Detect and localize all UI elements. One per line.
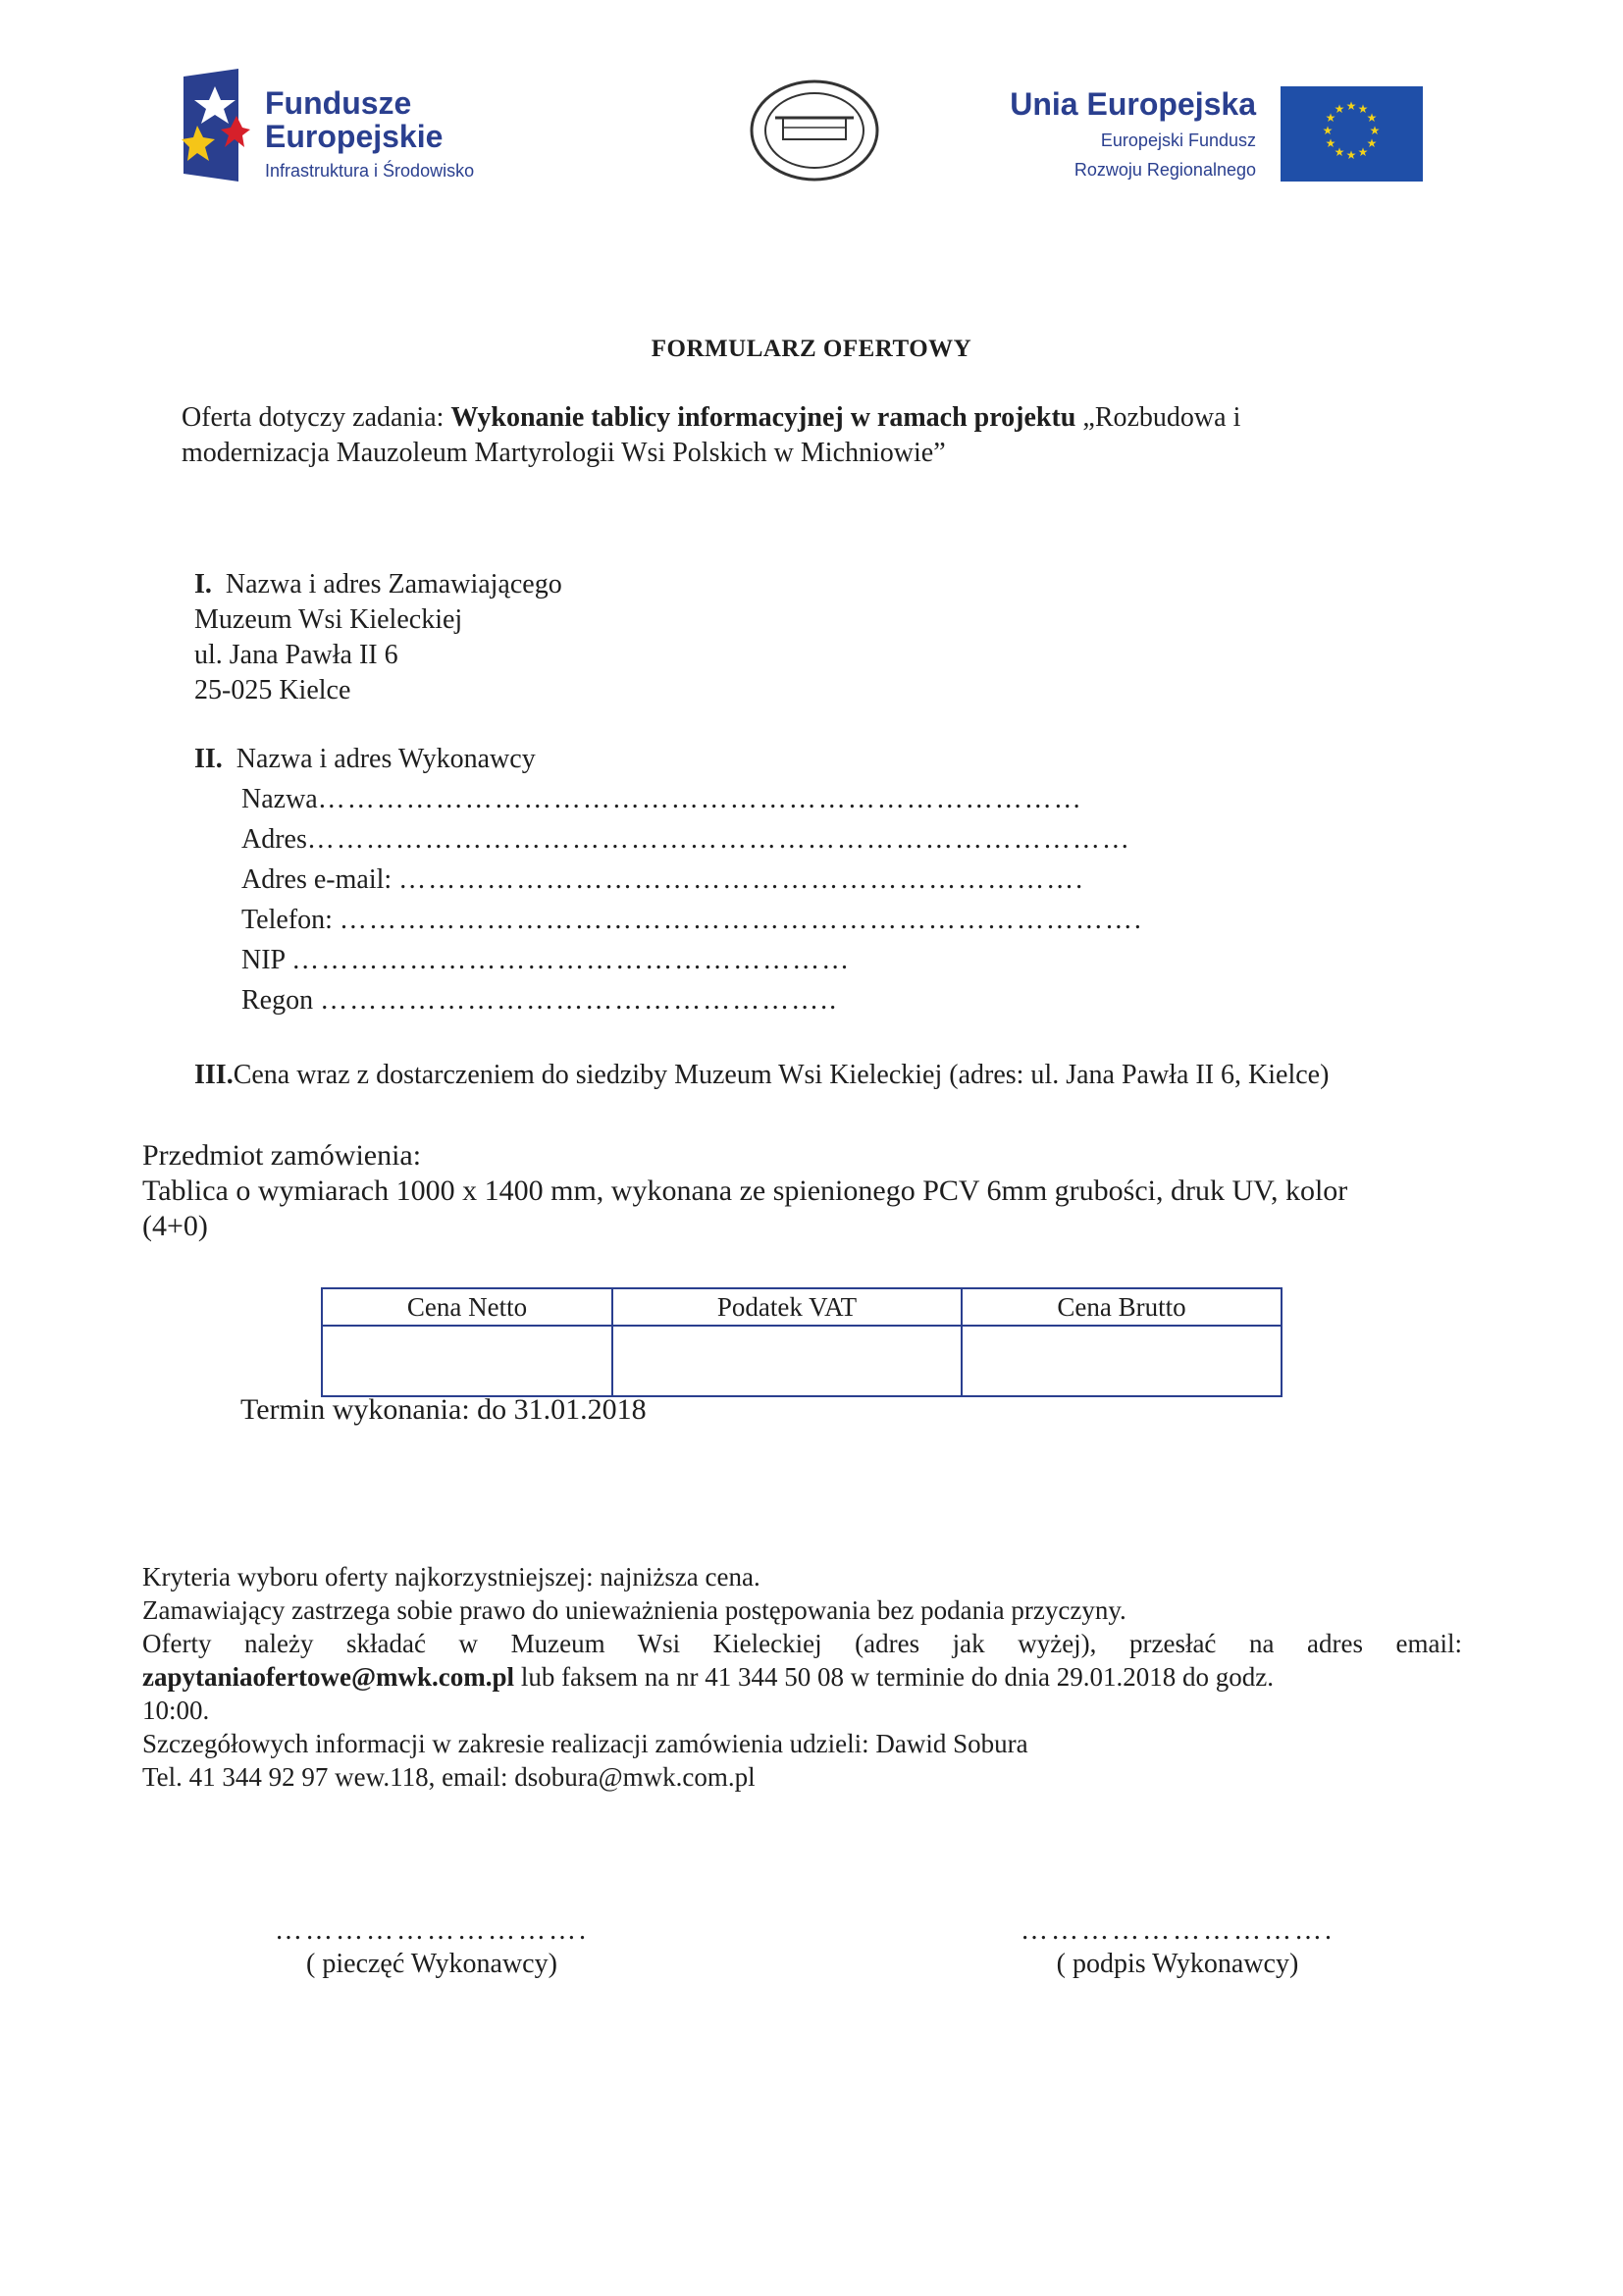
intro-task-bold: Wykonanie tablicy informacyjnej w ramach projektu — [450, 402, 1076, 433]
svg-text:★: ★ — [1325, 136, 1336, 150]
fe-name-line-1: Fundusze — [265, 85, 412, 121]
field-phone[interactable] — [241, 900, 1143, 940]
price-cell-net[interactable] — [322, 1326, 612, 1396]
section-2-number: II. — [194, 744, 223, 774]
field-regon-dots: …………………………………………….. — [320, 985, 839, 1016]
order-line-2: (4+0) — [142, 1210, 208, 1242]
field-address[interactable] — [241, 819, 1143, 860]
field-email-label: Adres e-mail: — [241, 864, 399, 895]
section-1-number: I. — [194, 569, 212, 600]
price-header-net: Cena Netto — [322, 1288, 612, 1326]
criteria-line-6: Szczegółowych informacji w zakresie realizacji zamówienia udzieli: Dawid Sobura — [142, 1729, 1028, 1758]
field-name-dots: …………………………………………………………………… — [317, 784, 1083, 814]
eu-subtitle-line-1: Europejski Fundusz — [1100, 130, 1256, 150]
fundusze-europejskie-logo — [180, 69, 250, 182]
stamp-dots: …………………………. — [275, 1915, 589, 1946]
field-email-dots: ……………………………………………………………. — [398, 864, 1085, 895]
svg-text:★: ★ — [1369, 124, 1381, 137]
svg-text:★: ★ — [1345, 148, 1357, 162]
ordering-party-street: ul. Jana Pawła II 6 — [194, 640, 398, 670]
svg-text:★: ★ — [1366, 111, 1378, 125]
field-regon-label: Regon — [241, 985, 321, 1016]
order-line-1: Tablica o wymiarach 1000 x 1400 mm, wykonana ze spienionego PCV 6mm grubości, druk UV, kolor — [142, 1174, 1348, 1207]
order-subject — [142, 1138, 1347, 1244]
criteria-line-2: Zamawiający zastrzega sobie prawo do unieważnienia postępowania bez podania przyczyny. — [142, 1595, 1126, 1625]
field-nip-dots: ………………………………………………… — [291, 945, 852, 975]
price-cell-vat[interactable] — [612, 1326, 962, 1396]
criteria-line-1: Kryteria wyboru oferty najkorzystniejszej: najniższa cena. — [142, 1562, 760, 1592]
field-name-label: Nazwa — [241, 784, 318, 814]
price-header-vat: Podatek VAT — [612, 1288, 962, 1326]
section-3-text: Cena wraz z dostarczeniem do siedziby Muzeum Wsi Kieleckiej (adres: ul. Jana Pawła II 6, Kielce) — [233, 1060, 1330, 1090]
criteria-block — [142, 1560, 1462, 1794]
criteria-line-7: Tel. 41 344 92 97 wew.118, email: dsobura@mwk.com.pl — [142, 1762, 756, 1792]
section-3 — [194, 1058, 1329, 1093]
svg-text:★: ★ — [1334, 145, 1345, 159]
eu-title: Unia Europejska — [1010, 86, 1256, 122]
section-1 — [194, 567, 562, 708]
sign-dots: …………………………. — [1021, 1915, 1335, 1946]
svg-text:★: ★ — [1357, 102, 1369, 116]
intro-rest: „Rozbudowa i — [1075, 402, 1241, 433]
field-address-dots: ………………………………………………………………………… — [306, 824, 1131, 855]
intro-prefix: Oferta dotyczy zadania: — [182, 402, 451, 433]
svg-text:★: ★ — [1325, 111, 1336, 125]
field-nip[interactable] — [241, 940, 1143, 980]
field-phone-dots: ………………………………………………………………………. — [339, 905, 1143, 935]
price-cell-gross[interactable] — [962, 1326, 1282, 1396]
ordering-party-name: Muzeum Wsi Kieleckiej — [194, 604, 463, 635]
field-nip-label: NIP — [241, 945, 292, 975]
section-2-heading: Nazwa i adres Wykonawcy — [236, 744, 536, 774]
offer-intro — [182, 400, 1467, 471]
section-1-heading: Nazwa i adres Zamawiającego — [225, 569, 562, 600]
ordering-party-city: 25-025 Kielce — [194, 675, 351, 705]
price-header-gross: Cena Brutto — [962, 1288, 1282, 1326]
museum-stamp-logo — [746, 77, 883, 184]
svg-text:★: ★ — [1366, 136, 1378, 150]
field-regon[interactable] — [241, 980, 1143, 1020]
order-heading: Przedmiot zamówienia: — [142, 1139, 422, 1172]
deadline: Termin wykonania: do 31.01.2018 — [240, 1393, 647, 1426]
fundusze-europejskie-text — [265, 86, 474, 182]
section-3-number: III. — [194, 1060, 234, 1090]
eu-subtitle-line-2: Rozwoju Regionalnego — [1073, 160, 1256, 180]
eu-text — [991, 86, 1256, 182]
criteria-line-5: 10:00. — [142, 1696, 210, 1725]
price-table — [321, 1287, 1283, 1397]
field-phone-label: Telefon: — [241, 905, 340, 935]
fe-subtitle: Infrastruktura i Środowisko — [265, 161, 475, 181]
svg-text:★: ★ — [1357, 145, 1369, 159]
svg-text:★: ★ — [1345, 99, 1357, 113]
stamp-label: ( pieczęć Wykonawcy) — [306, 1949, 557, 1979]
section-2 — [194, 739, 1143, 1020]
signature-stamp — [245, 1915, 618, 1980]
signature-sign — [991, 1915, 1364, 1980]
criteria-line-4: lub faksem na nr 41 344 50 08 w terminie do dnia 29.01.2018 do godz. — [514, 1662, 1274, 1692]
fe-name-line-2: Europejskie — [265, 119, 444, 154]
criteria-line-3: Oferty należy składać w Muzeum Wsi Kieleckiej (adres jak wyżej), przesłać na adres email: — [142, 1629, 1462, 1658]
field-address-label: Adres — [241, 824, 307, 855]
svg-text:★: ★ — [1334, 102, 1345, 116]
offer-email-link[interactable]: zapytaniaofertowe@mwk.com.pl — [142, 1662, 515, 1692]
intro-line-2: modernizacja Mauzoleum Martyrologii Wsi Polskich w Michniowie” — [182, 438, 946, 468]
eu-flag-icon — [1281, 86, 1423, 182]
page-title: FORMULARZ OFERTOWY — [651, 336, 972, 362]
field-name[interactable] — [241, 779, 1143, 819]
svg-text:★: ★ — [1322, 124, 1334, 137]
field-email[interactable] — [241, 860, 1143, 900]
sign-label: ( podpis Wykonawcy) — [1056, 1949, 1299, 1979]
